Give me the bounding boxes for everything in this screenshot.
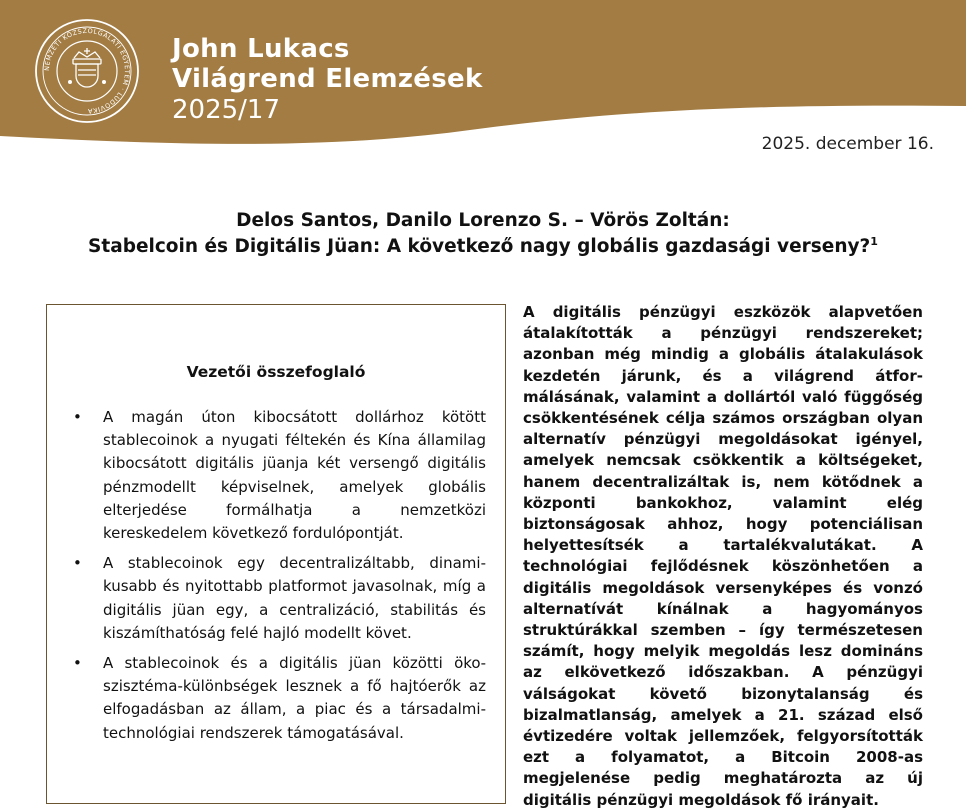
authors-line: Delos Santos, Danilo Lorenzo S. – Vörös Zoltán:	[236, 210, 730, 231]
body-text-column	[523, 302, 923, 811]
bullet-icon: •	[73, 554, 82, 573]
series-name: John Lukacs	[172, 34, 350, 64]
summary-heading: Vezetői összefoglaló	[186, 363, 366, 381]
paper-title	[0, 208, 966, 260]
series-subtitle: Világrend Elemzések	[172, 64, 483, 94]
publication-date: 2025. december 16.	[761, 134, 934, 154]
series-title-block	[172, 34, 483, 126]
issue-number: 2025/17	[172, 95, 281, 125]
bullet-icon: •	[73, 408, 82, 426]
svg-text:NEMZETI KÖZSZOLGÁLATI EGYETEM: NEMZETI KÖZSZOLGÁLATI EGYETEM · LUDOVIKA	[42, 26, 132, 116]
summary-bullet: • A magán úton kibocsátott dollárhoz kötött stablecoinok a nyugati féltekén és Kína államilag kibocsátott digitális jüanja két versengő digitális pénzmodellt képviselnek, amelyek globális elterjedése formálhatja a nemzetközi kereskedelem következő fordulópontját.	[73, 408, 486, 543]
main-title: Stabelcoin és Digitális Jüan: A következő nagy globális gazdasági verseny?$^1$	[88, 234, 878, 257]
body-paragraph: A digitális pénzügyi eszközök alapvetően átalakították a pénzügyi rendszereket; azonban még mindig a globális átalakulások kezdetén járunk, és a világrend átformálásának, valamint a dollártól való függőség csökkentésének célja számos országban olyan alternatív pénzügyi megoldásokat igényel, amelyek nemcsak csökkentik a költségeket, hanem decentralizáltak is, nem kötődnek a központi bankokhoz, valamint elég biztonságosak ahhoz, hogy potenciálisan helyettesítsék a tartalékvalutákat. A technológiai fejlődésnek köszönhetően a digitális megoldások versenyképes és vonzó alternatívát kínálnak a hagyományos struktúrákkal szemben – így természetesen számít, hogy melyik megoldás lesz domináns az elkövetkező időszakban. A pénzügyi válságokat követő bizonytalanság és bizalmatlanság, amelyek a 21. század első évtizedére voltak jellemzőek, felgyorsították ezt a folyamatot, a Bitcoin 2008-as megjelenése pedig meghatározta az új digitális pénzügyi megoldások fő irányait.	[523, 303, 923, 809]
summary-bullet: • A stablecoinok és a digitális jüan közötti ökoszisztéma-különbségek lesznek a fő hajtóerők az elfogadásban az állam, a piac és a társadalmi-technológiai rendszerek támogatásával.	[73, 654, 486, 742]
summary-bullet-list	[71, 406, 486, 752]
executive-summary-box	[46, 304, 506, 804]
footnote-marker[interactable]: 1	[870, 234, 878, 248]
bullet-icon: •	[73, 654, 82, 673]
summary-bullet: • A stablecoinok egy decentralizáltabb, dinamikusabb és nyitottabb platformot javasolnak, míg a digitális jüan egy, a centralizáció, stabilitás és kiszámíthatóság felé hajló modellt követ.	[73, 554, 486, 642]
university-seal-logo	[34, 18, 140, 124]
